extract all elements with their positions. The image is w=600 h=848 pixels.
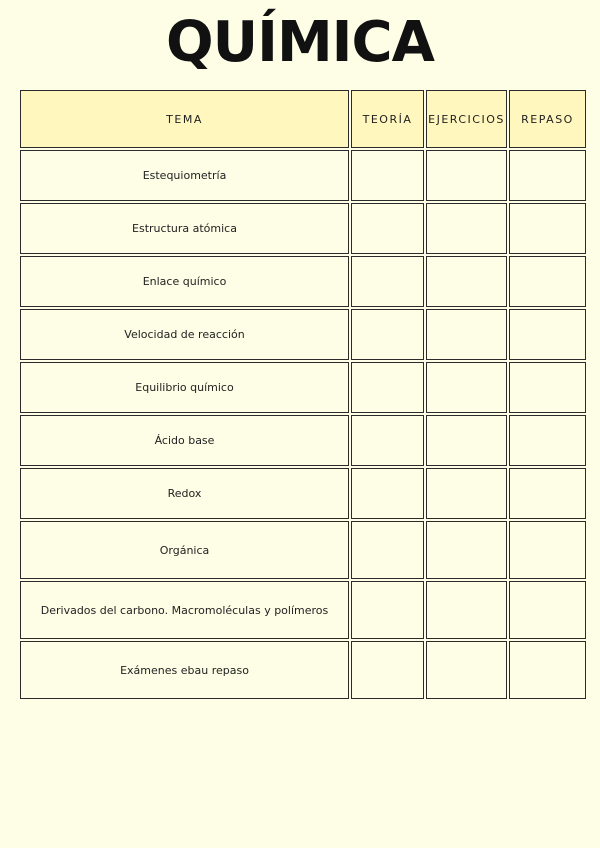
topic-cell: Estequiometría — [20, 150, 349, 201]
repaso-cell[interactable] — [509, 581, 586, 639]
table-row — [20, 203, 586, 254]
table-row — [20, 468, 586, 519]
ejercicios-cell[interactable] — [426, 581, 507, 639]
table-row — [20, 150, 586, 201]
repaso-cell[interactable] — [509, 203, 586, 254]
teoria-cell[interactable] — [351, 468, 424, 519]
topic-cell: Equilibrio químico — [20, 362, 349, 413]
repaso-cell[interactable] — [509, 415, 586, 466]
repaso-cell[interactable] — [509, 309, 586, 360]
repaso-cell[interactable] — [509, 468, 586, 519]
ejercicios-cell[interactable] — [426, 362, 507, 413]
ejercicios-cell[interactable] — [426, 415, 507, 466]
repaso-cell[interactable] — [509, 641, 586, 699]
teoria-cell[interactable] — [351, 415, 424, 466]
ejercicios-cell[interactable] — [426, 309, 507, 360]
repaso-cell[interactable] — [509, 150, 586, 201]
table-row — [20, 256, 586, 307]
teoria-cell[interactable] — [351, 256, 424, 307]
table-row — [20, 581, 586, 639]
topic-cell: Velocidad de reacción — [20, 309, 349, 360]
topic-cell: Ácido base — [20, 415, 349, 466]
ejercicios-cell[interactable] — [426, 150, 507, 201]
table-row — [20, 521, 586, 579]
ejercicios-cell[interactable] — [426, 641, 507, 699]
header-tema: TEMA — [20, 90, 349, 148]
header-teoria: TEORÍA — [351, 90, 424, 148]
teoria-cell[interactable] — [351, 150, 424, 201]
ejercicios-cell[interactable] — [426, 203, 507, 254]
repaso-cell[interactable] — [509, 521, 586, 579]
ejercicios-cell[interactable] — [426, 468, 507, 519]
table-row — [20, 415, 586, 466]
repaso-cell[interactable] — [509, 362, 586, 413]
repaso-cell[interactable] — [509, 256, 586, 307]
table-row — [20, 362, 586, 413]
ejercicios-cell[interactable] — [426, 256, 507, 307]
topic-cell: Enlace químico — [20, 256, 349, 307]
topic-cell: Exámenes ebau repaso — [20, 641, 349, 699]
table-row — [20, 309, 586, 360]
teoria-cell[interactable] — [351, 641, 424, 699]
teoria-cell[interactable] — [351, 309, 424, 360]
teoria-cell[interactable] — [351, 203, 424, 254]
teoria-cell[interactable] — [351, 362, 424, 413]
topic-cell: Estructura atómica — [20, 203, 349, 254]
ejercicios-cell[interactable] — [426, 521, 507, 579]
table-row — [20, 641, 586, 699]
study-table — [20, 90, 586, 701]
header-ejercicios: EJERCICIOS — [426, 90, 507, 148]
page-title: QUÍMICA — [166, 10, 434, 75]
teoria-cell[interactable] — [351, 581, 424, 639]
topic-cell: Redox — [20, 468, 349, 519]
topic-cell: Orgánica — [20, 521, 349, 579]
topic-cell: Derivados del carbono. Macromoléculas y polímeros — [20, 581, 349, 639]
header-repaso: REPASO — [509, 90, 586, 148]
teoria-cell[interactable] — [351, 521, 424, 579]
table-header-row — [20, 90, 586, 148]
